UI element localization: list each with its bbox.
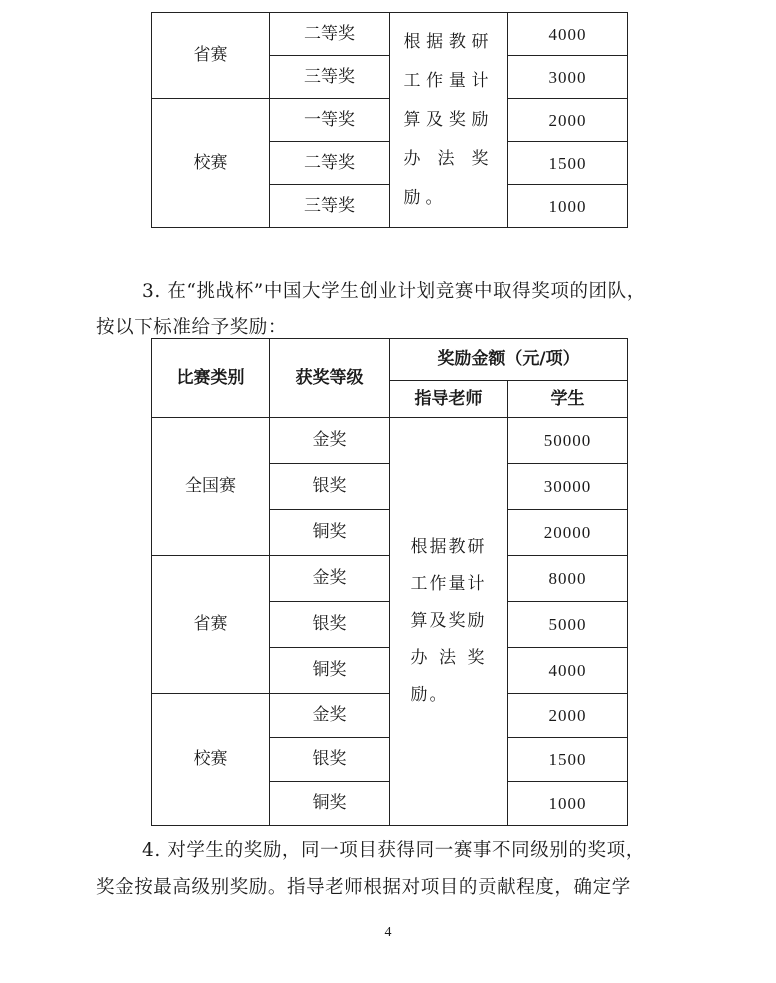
challenge-cup-award-table — [151, 338, 628, 826]
teacher-award-note — [390, 418, 508, 826]
level-cell: 铜奖 — [270, 782, 390, 826]
amount-cell: 4000 — [508, 648, 628, 694]
amount-cell: 5000 — [508, 602, 628, 648]
level-cell: 金奖 — [270, 418, 390, 464]
amount-cell: 2000 — [508, 99, 628, 142]
category-cell: 省赛 — [152, 13, 270, 99]
header-amount: 奖励金额（元/项） — [390, 339, 628, 381]
table-header-row — [152, 339, 628, 381]
note-text: 根据教研工作量计算及奖励办法奖励。 — [403, 31, 494, 208]
level-cell: 铜奖 — [270, 510, 390, 556]
teacher-award-note — [390, 13, 508, 228]
header-category: 比赛类别 — [152, 339, 270, 418]
amount-cell: 4000 — [508, 13, 628, 56]
level-cell: 一等奖 — [270, 99, 390, 142]
table-row — [152, 13, 628, 56]
level-cell: 铜奖 — [270, 648, 390, 694]
header-level: 获奖等级 — [270, 339, 390, 418]
level-cell: 银奖 — [270, 464, 390, 510]
amount-cell: 50000 — [508, 418, 628, 464]
note-text: 根据教研工作量计算及奖励办法奖励。 — [410, 537, 487, 705]
amount-cell: 3000 — [508, 56, 628, 99]
level-cell: 金奖 — [270, 694, 390, 738]
amount-cell: 1000 — [508, 185, 628, 228]
page-number: 4 — [384, 925, 392, 940]
header-student: 学生 — [508, 381, 628, 418]
amount-cell: 1500 — [508, 142, 628, 185]
level-cell: 三等奖 — [270, 185, 390, 228]
category-cell: 省赛 — [152, 556, 270, 694]
level-cell: 银奖 — [270, 738, 390, 782]
level-cell: 银奖 — [270, 602, 390, 648]
award-table-continued — [151, 12, 628, 228]
amount-cell: 20000 — [508, 510, 628, 556]
table-row — [152, 418, 628, 464]
amount-cell: 2000 — [508, 694, 628, 738]
paragraph-3-line-1: 3. 在“挑战杯”中国大学生创业计划竞赛中取得奖项的团队， — [142, 281, 646, 302]
amount-cell: 30000 — [508, 464, 628, 510]
category-cell: 全国赛 — [152, 418, 270, 556]
category-cell: 校赛 — [152, 99, 270, 228]
paragraph-4-line-1: 4. 对学生的奖励，同一项目获得同一赛事不同级别的奖项， — [142, 840, 645, 861]
paragraph-3-line-2: 按以下标准给予奖励： — [96, 317, 288, 338]
level-cell: 二等奖 — [270, 13, 390, 56]
category-cell: 校赛 — [152, 694, 270, 826]
header-teacher: 指导老师 — [390, 381, 508, 418]
level-cell: 二等奖 — [270, 142, 390, 185]
level-cell: 三等奖 — [270, 56, 390, 99]
amount-cell: 1000 — [508, 782, 628, 826]
amount-cell: 1500 — [508, 738, 628, 782]
level-cell: 金奖 — [270, 556, 390, 602]
paragraph-4-line-2: 奖金按最高级别奖励。指导老师根据对项目的贡献程度，确定学 — [96, 877, 631, 898]
amount-cell: 8000 — [508, 556, 628, 602]
